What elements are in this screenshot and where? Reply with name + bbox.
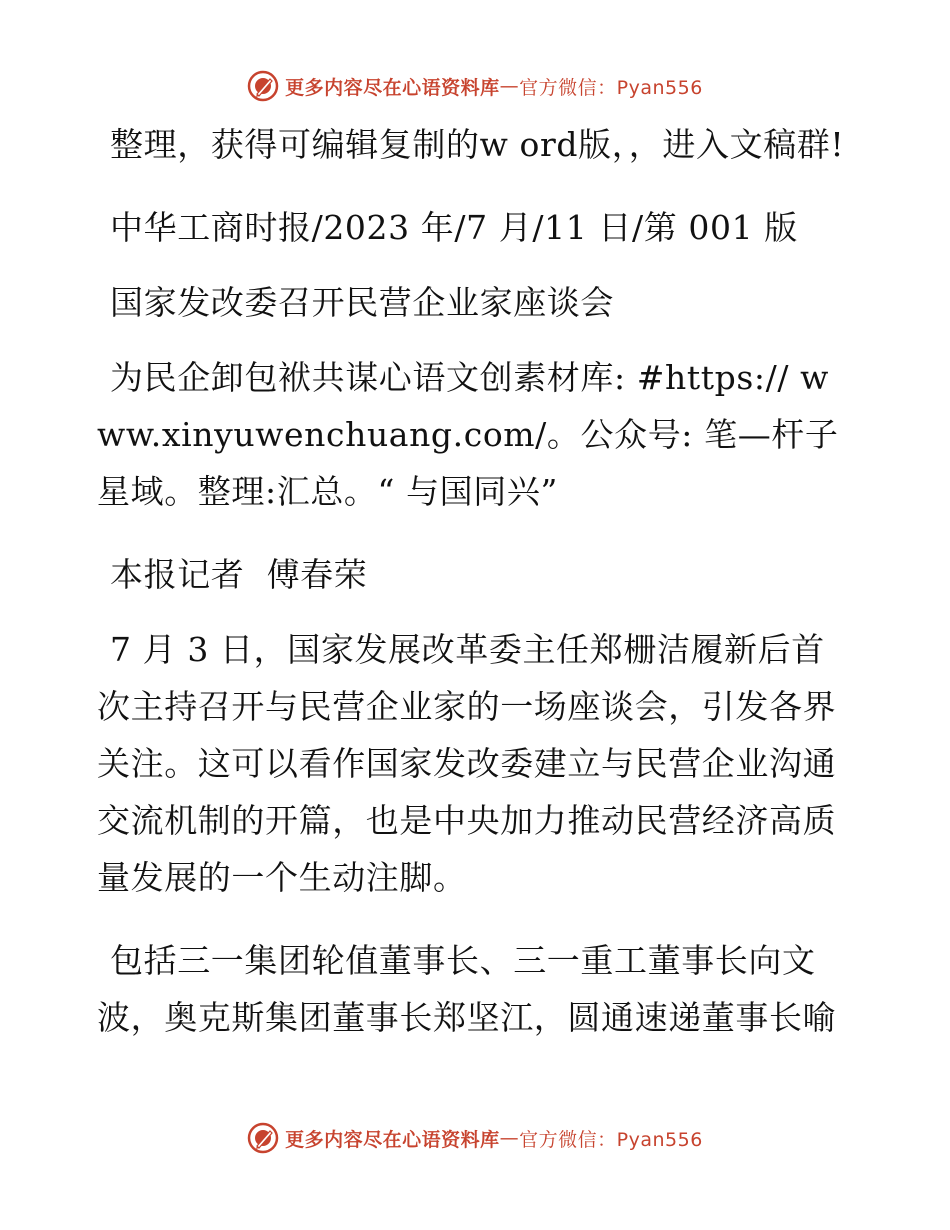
article-headline: 国家发改委召开民营企业家座谈会 xyxy=(110,283,614,322)
paragraph-body-2: 包括三一集团轮值董事长、三一重工董事长向文波，奥克斯集团董事长郑坚江，圆通速递董事长喻 xyxy=(97,941,837,1037)
banner-separator: — xyxy=(499,75,520,97)
pen-logo-icon xyxy=(247,70,279,102)
document-body xyxy=(97,116,857,1072)
banner-separator: — xyxy=(499,1127,520,1149)
banner-wechat-text: 官方微信：Pyan556 xyxy=(519,76,703,99)
article-subheadline: 为民企卸包袱共谋心语文创素材库: #https:// www.xinyuwenchuang.com/。公众号: 笔—杆子星域。整理:汇总。“ 与国同兴” xyxy=(97,358,839,511)
reporter-byline: 本报记者 傅春荣 xyxy=(110,555,368,594)
banner-wechat-text: 官方微信：Pyan556 xyxy=(519,1128,703,1151)
paragraph-intro: 整理，获得可编辑复制的w ord版，，进入文稿群! xyxy=(110,125,845,164)
page-footer-banner xyxy=(0,1122,950,1154)
paragraph-source-line: 中华工商时报/2023 年/7 月/11 日/第 001 版 xyxy=(110,208,798,247)
banner-main-text: 更多内容尽在心语资料库 xyxy=(285,1128,500,1151)
banner-main-text: 更多内容尽在心语资料库 xyxy=(285,76,500,99)
page-header-banner xyxy=(0,70,950,102)
pen-logo-icon xyxy=(247,1122,279,1154)
paragraph-body-1: 7 月 3 日，国家发展改革委主任郑栅洁履新后首次主持召开与民营企业家的一场座谈会，引发各界关注。这可以看作国家发改委建立与民营企业沟通交流机制的开篇，也是中央加力推动民营经济高质量发展的一个生动注脚。 xyxy=(97,630,837,897)
